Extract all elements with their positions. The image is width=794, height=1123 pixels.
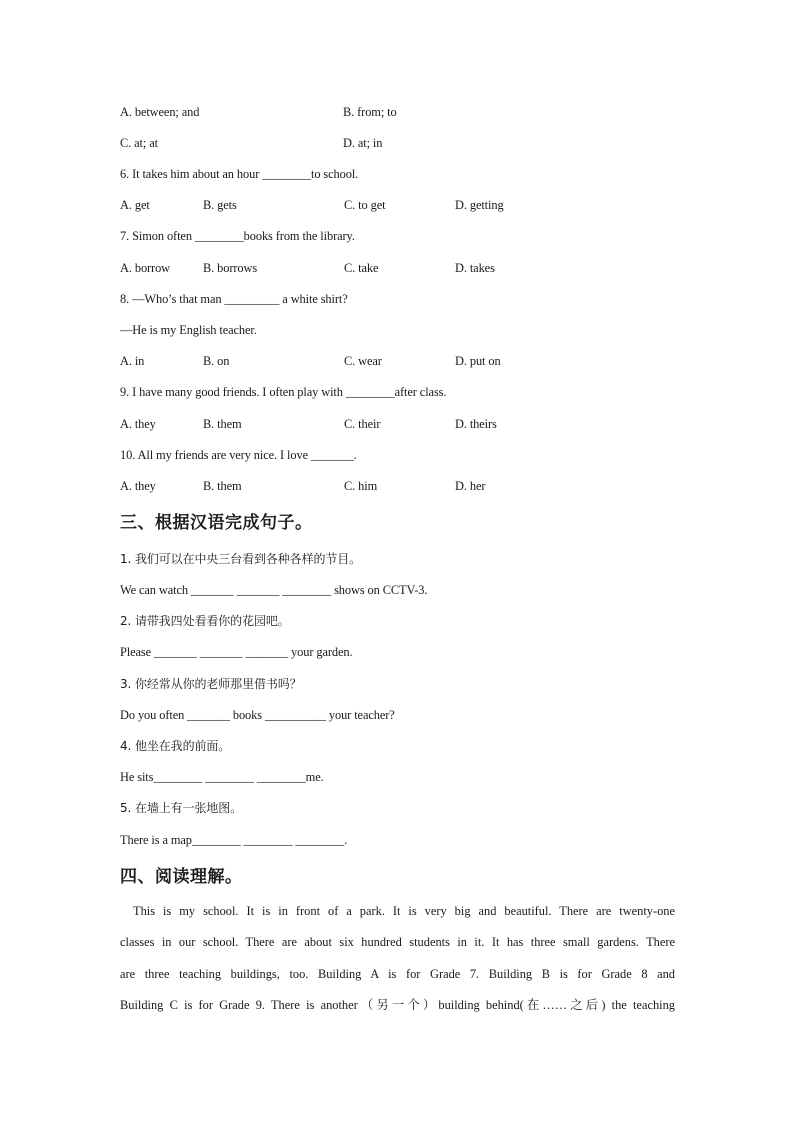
passage-line: classes in our school. There are about six hundred students in it. It has three small gardens. There	[120, 935, 675, 950]
section-4-heading: 四、阅读理解。	[120, 867, 243, 887]
chinese-prompt: 2. 请带我四处看看你的花园吧。	[120, 614, 290, 628]
option: D. her	[455, 479, 486, 493]
english-sentence: Please _______ _______ _______ your garden.	[120, 645, 353, 659]
question-stem: 10. All my friends are very nice. I love _______.	[120, 448, 357, 462]
option: A. borrow	[120, 261, 171, 275]
option: D. at; in	[343, 136, 383, 150]
chinese-prompt: 5. 在墙上有一张地图。	[120, 801, 243, 815]
option: A. they	[120, 479, 156, 493]
chinese-prompt: 4. 他坐在我的前面。	[120, 739, 231, 753]
chinese-prompt: 1. 我们可以在中央三台看到各种各样的节目。	[120, 552, 362, 566]
option: C. wear	[344, 354, 382, 368]
passage-line: Building C is for Grade 9. There is another（另一个）building behind(在……之后) the teaching	[120, 997, 675, 1012]
question-stem: 8. —Who’s that man _________ a white shirt?	[120, 292, 348, 306]
question-stem-reply: —He is my English teacher.	[120, 323, 257, 337]
option: B. on	[203, 354, 230, 368]
option: A. in	[120, 354, 145, 368]
question-stem: 7. Simon often ________books from the library.	[120, 229, 355, 243]
option: C. to get	[344, 198, 386, 212]
option: D. theirs	[455, 417, 497, 431]
english-sentence: There is a map________ ________ ________.	[120, 833, 348, 847]
passage-line: are three teaching buildings, too. Building A is for Grade 7. Building B is for Grade 8 and	[120, 966, 675, 981]
option: B. them	[203, 479, 242, 493]
question-stem: 9. I have many good friends. I often play with ________after class.	[120, 385, 447, 399]
option: C. at; at	[120, 136, 158, 150]
option: A. they	[120, 417, 156, 431]
section-3-heading: 三、根据汉语完成句子。	[120, 513, 313, 533]
option: C. take	[344, 261, 379, 275]
english-sentence: We can watch _______ _______ ________ shows on CCTV-3.	[120, 583, 428, 597]
option: A. between; and	[120, 105, 200, 119]
option: D. getting	[455, 198, 504, 212]
option: D. takes	[455, 261, 495, 275]
option: B. gets	[203, 198, 237, 212]
english-sentence: He sits________ ________ ________me.	[120, 770, 324, 784]
chinese-prompt: 3. 你经常从你的老师那里借书吗？	[120, 677, 302, 691]
passage-line: This is my school. It is in front of a park. It is very big and beautiful. There are twenty-one	[133, 904, 675, 918]
option: B. borrows	[203, 261, 258, 275]
option: A. get	[120, 198, 150, 212]
question-stem: 6. It takes him about an hour ________to school.	[120, 167, 359, 181]
option: B. from; to	[343, 105, 397, 119]
english-sentence: Do you often _______ books __________ your teacher?	[120, 708, 395, 722]
option: D. put on	[455, 354, 501, 368]
option: B. them	[203, 417, 242, 431]
option: C. him	[344, 479, 378, 493]
reading-passage	[120, 896, 675, 1021]
option: C. their	[344, 417, 381, 431]
